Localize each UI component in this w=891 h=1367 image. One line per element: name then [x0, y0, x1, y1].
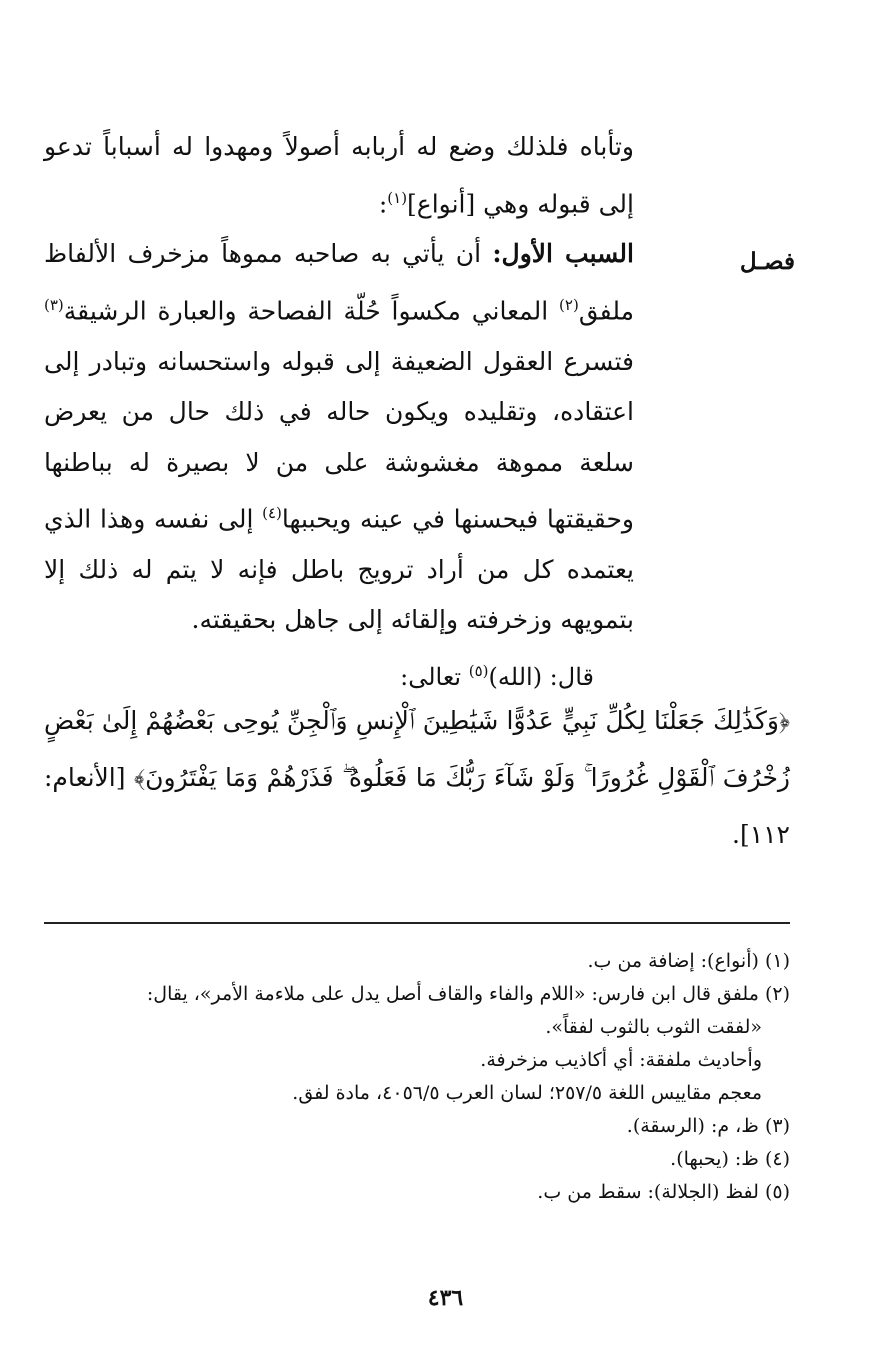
first-cause-text-d: إلى نفسه وهذا الذي يعتمده كل من أراد ترويج باطل فإنه لا يتم له ذلك إلا بتمويهه وزخرفته وإلقائه إلى جاهل بحقيقته.: [44, 504, 634, 635]
footnote-4: [44, 1143, 790, 1176]
footnote-ref-1[interactable]: (١): [387, 188, 408, 207]
footnote-text: ملفق قال ابن فارس: «اللام والفاء والقاف أصل يدل على ملاءمة الأمر»، يقال:: [146, 983, 759, 1005]
footnote-2: [44, 978, 790, 1011]
footnote-5: [44, 1176, 790, 1209]
footnote-2-sources: [44, 1077, 790, 1110]
footnote-text: ظ: (يحبها).: [670, 1148, 759, 1170]
first-cause-text-a: أن يأتي به صاحبه مموهاً مزخرف الألفاظ ملفق: [44, 239, 634, 326]
page-number: ٤٣٦: [427, 1285, 464, 1311]
first-cause-text-b: المعاني مكسواً حُلّة الفصاحة والعبارة الرشيقة: [63, 296, 549, 326]
margin-note-fasl: فصـل: [739, 248, 795, 275]
footnote-3: [44, 1110, 790, 1143]
main-text: [44, 122, 634, 702]
footnote-divider: [44, 922, 790, 924]
quran-verse-block: [44, 692, 790, 863]
intro-text: وتأباه فلذلك وضع له أربابه أصولاً ومهدوا له أسباباً تدعو إلى قبوله وهي [أنواع]: [44, 132, 634, 218]
footnote-text: (أنواع): إضافة من ب.: [587, 950, 759, 972]
footnote-ref-5[interactable]: (٥): [468, 661, 489, 680]
footnote-number: (٢): [764, 983, 790, 1005]
first-cause-text-c: فتسرع العقول الضعيفة إلى قبوله واستحسانه وتبادر إلى اعتقاده، وتقليده ويكون حاله في ذلك حال من يعرض سلعة مموهة مغشوشة على من لا بصيرة له بباطنها وحقيقتها فيحسنها في عينه ويحببها: [44, 346, 634, 534]
footnote-text: ظ، م: (الرسقة).: [626, 1115, 759, 1137]
footnote-text: معجم مقاييس اللغة ٢٥٧/٥؛ لسان العرب ٤٠٥٦/٥، مادة لفق.: [292, 1082, 762, 1104]
footnotes: [44, 945, 790, 1209]
qala-text-a: قال: (الله): [488, 662, 594, 691]
intro-paragraph: [44, 122, 634, 229]
footnote-ref-3[interactable]: (٣): [44, 295, 64, 314]
footnote-1: [44, 945, 790, 978]
qala-text-b: تعالى:: [400, 662, 462, 691]
footnote-text: «لفقت الثوب بالثوب لفقاً».: [545, 1016, 762, 1038]
footnote-number: (١): [764, 950, 790, 972]
footnote-2-continuation: [44, 1011, 790, 1044]
footnote-ref-4[interactable]: (٤): [262, 504, 282, 523]
quran-verse: ﴿وَكَذَٰلِكَ جَعَلْنَا لِكُلِّ نَبِيٍّ عَدُوًّا شَيَٰطِينَ ٱلْإِنسِ وَٱلْجِنِّ يُوحِى بَعْضُهُمْ إِلَىٰ بَعْضٍ زُخْرُفَ ٱلْقَوْلِ غُرُورًا ۚ وَلَوْ شَآءَ رَبُّكَ مَا فَعَلُوهُ ۖ فَذَرْهُمْ وَمَا يَفْتَرُونَ﴾: [44, 706, 790, 792]
footnote-ref-2[interactable]: (٢): [559, 295, 579, 314]
footnote-2-continuation: [44, 1044, 790, 1077]
footnote-text: وأحاديث ملفقة: أي أكاذيب مزخرفة.: [480, 1049, 762, 1071]
first-cause-paragraph: [44, 229, 634, 646]
footnote-number: (٣): [764, 1115, 790, 1137]
footnote-number: (٤): [764, 1148, 790, 1170]
footnote-text: لفظ (الجلالة): سقط من ب.: [537, 1181, 759, 1203]
footnote-number: (٥): [764, 1181, 790, 1203]
verse-citation: [الأنعام: ١١٢].: [44, 763, 790, 849]
intro-colon: :: [378, 188, 388, 218]
first-cause-heading: السبب الأول:: [492, 239, 634, 269]
